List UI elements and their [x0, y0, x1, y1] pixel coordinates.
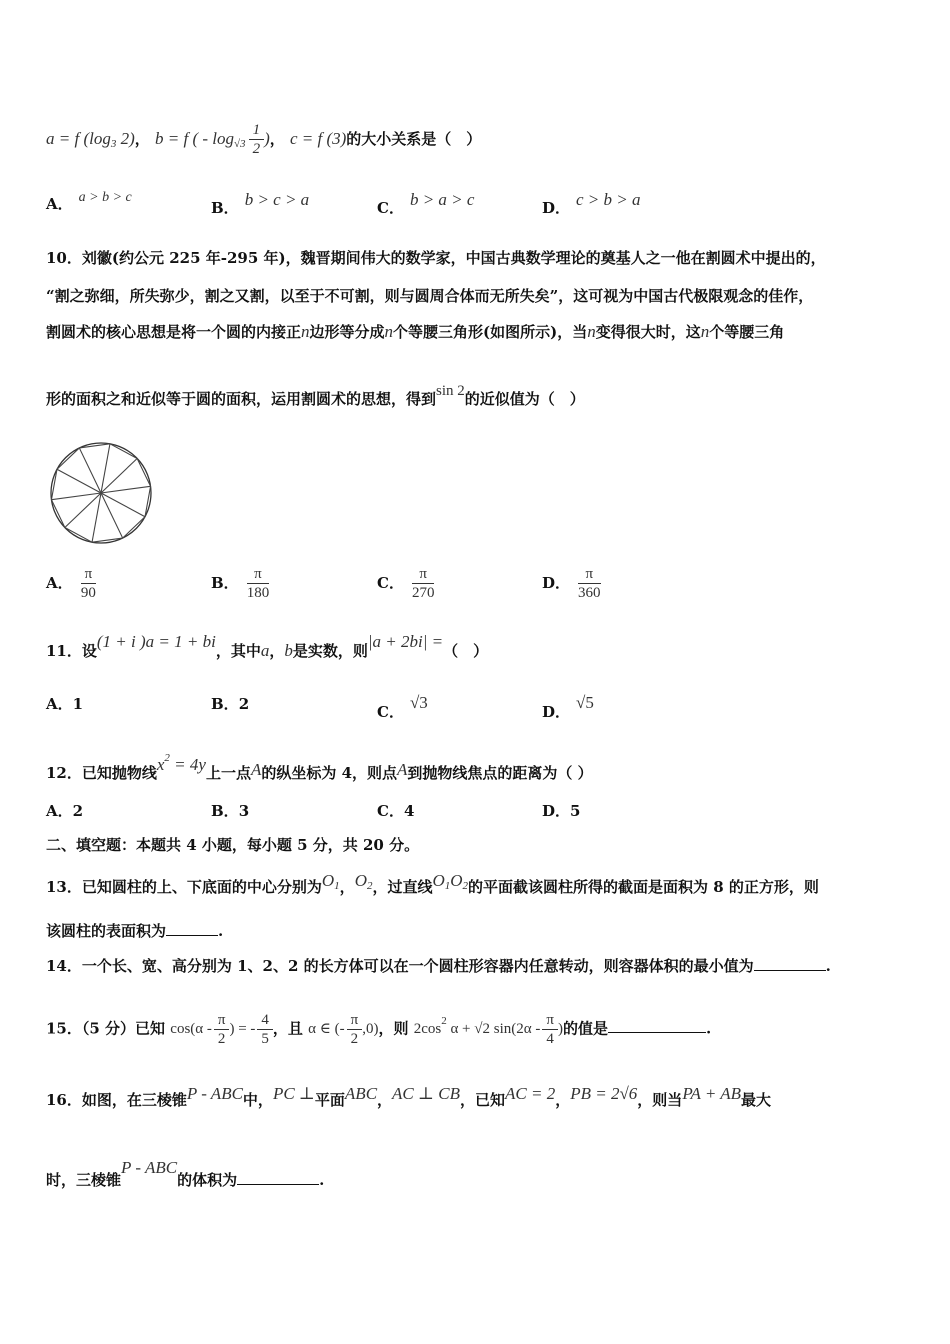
q12-option-d[interactable]: D．5: [542, 802, 581, 820]
q11-option-d[interactable]: D． √5: [542, 693, 594, 721]
q10-line4: 形的面积之和近似等于圆的面积，运用割圆术的思想，得到sin 2的近似值为（ ）: [46, 383, 585, 408]
q9-option-b[interactable]: B． b > c > a: [211, 190, 310, 217]
spoke-line: [101, 493, 123, 538]
q13-stem: 13．已知圆柱的上、下底面的中心分别为$O_1$，$O_2$，过直线$O_1O_2$的平面截该圆柱所得的截面是面积为 8 的正方形，则: [46, 871, 819, 896]
q9-expr-b: b = f ( - $\log_{√3}$ $\frac{1}{2}$ ): [155, 122, 270, 157]
q13-line2: 该圆柱的表面积为 .: [46, 922, 224, 940]
q13-answer-blank[interactable]: [166, 921, 218, 936]
q12-option-c[interactable]: C．4: [377, 802, 415, 820]
q11-stem: 11．设(1 + i )a = 1 + bi，其中a，b是实数，则|a + 2bi| =（ ）: [46, 632, 489, 660]
q9-expr-a: a = f ($\log_3$ 2): [46, 128, 135, 150]
polygon-spokes: [51, 444, 150, 542]
q15-stem: 15．（5 分）已知 cos(α - $\frac{\pi}{2}$ ) = - $\frac{4}{5}$ ，且 α ∈ (- $\frac{\pi}{2}$ ,0)，则 $2\cos^2$ α + √2 sin(2α - $\frac{\pi}{4}$ )的值是 .: [46, 1012, 712, 1047]
q14-answer-blank[interactable]: [754, 956, 826, 971]
q9-option-d[interactable]: D． c > b > a: [542, 190, 641, 217]
q11-option-b[interactable]: B．2: [211, 695, 250, 713]
q12-option-a[interactable]: A．2: [46, 802, 84, 820]
q9-expr-c: c = f (3): [289, 128, 347, 148]
spoke-line: [101, 486, 151, 493]
spoke-line: [79, 448, 101, 493]
spoke-line: [51, 493, 101, 500]
q11-option-c[interactable]: C． √3: [377, 693, 428, 721]
q9-option-a[interactable]: A． a > b > c: [46, 190, 132, 213]
q9-option-c[interactable]: C． b > a > c: [377, 190, 475, 217]
q10-option-a[interactable]: A． $\frac{\pi}{90}$: [46, 566, 96, 601]
section-heading: 二、填空题：本题共 4 小题，每小题 5 分，共 20 分。: [46, 836, 420, 854]
circle-polygon-figure: [48, 440, 154, 546]
q12-option-b[interactable]: B．3: [211, 802, 250, 820]
q10-line3: 割圆术的核心思想是将一个圆的内接正n边形等分成n个等腰三角形(如图所示)，当n变得很大时，这n个等腰三角: [46, 322, 785, 341]
q10-line1: 10．刘徽(约公元 225 年-295 年)，魏晋期间伟大的数学家，中国古典数学理论的奠基人之一他在割圆术中提出的，: [46, 249, 826, 267]
q10-option-b[interactable]: B． $\frac{\pi}{180}$: [211, 566, 270, 601]
q11-option-a[interactable]: A．1: [46, 695, 84, 713]
q9-stem: a = f ($\log_3$ 2)， b = f ( - $\log_{√3}$ $\frac{1}{2}$ )， c = f (3)的大小关系是（ ）: [46, 122, 482, 157]
q10-line2: “割之弥细，所失弥少，割之又割，以至于不可割，则与圆周合体而无所失矣”，这可视为中国古代极限观念的佳作，: [46, 287, 814, 305]
q10-option-d[interactable]: D． $\frac{\pi}{360}$: [542, 566, 601, 601]
q12-stem: 12．已知抛物线$x^2 = 4y$上一点A的纵坐标为 4，则点A到抛物线焦点的距离为（ ）: [46, 752, 593, 782]
q16-line2: 时，三棱锥P - ABC的体积为 .: [46, 1158, 325, 1189]
q10-option-c[interactable]: C． $\frac{\pi}{270}$: [377, 566, 435, 601]
spoke-line: [57, 469, 101, 493]
spoke-line: [101, 493, 145, 517]
q16-answer-blank[interactable]: [237, 1170, 319, 1185]
q15-answer-blank[interactable]: [608, 1018, 706, 1033]
q14-stem: 14．一个长、宽、高分别为 1、2、2 的长方体可以在一个圆柱形容器内任意转动，则容器体积的最小值为 .: [46, 957, 831, 975]
q10-sin2: sin 2: [436, 383, 465, 399]
q9-frac: $\frac{1}{2}$: [249, 122, 265, 158]
q16-stem: 16．如图，在三棱锥P - ABC中，PC ⊥平面ABC，AC ⊥ CB，已知AC = 2，PB = 2√6，则当PA + AB最大: [46, 1084, 772, 1109]
